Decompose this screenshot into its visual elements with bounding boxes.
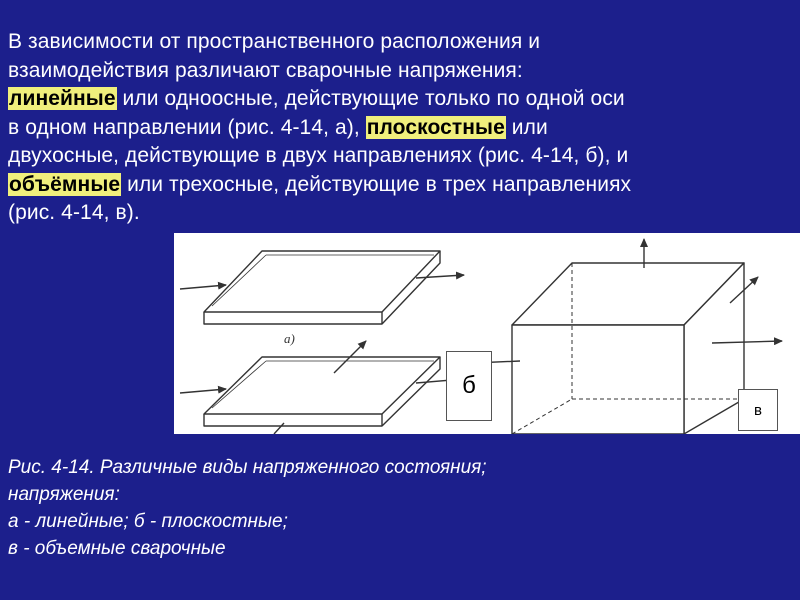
caption-line-1: Рис. 4-14. Различные виды напряженного состояния; [8, 457, 487, 478]
caption-line-3: а - линейные; б - плоскостные; [8, 511, 288, 532]
paragraph-line-6 [8, 171, 792, 200]
plate-planar-drawing [180, 341, 464, 434]
paragraph-line-6-rest: или трехосные, действующие в трех направлениях [121, 172, 632, 196]
paragraph-line-4-post: или [505, 115, 548, 139]
caption-line-2: напряжения: [8, 484, 120, 505]
cube-drawing [474, 239, 782, 434]
paragraph-line-4 [8, 114, 792, 143]
paragraph-line-4-pre: в одном направлении (рис. 4-14, а), [8, 115, 366, 139]
figure-label-b: б [446, 351, 492, 421]
caption-line-4: в - объемные сварочные [8, 538, 226, 559]
plate-linear-drawing [180, 251, 464, 324]
figure-label-v: в [738, 389, 778, 431]
paragraph-line-3-rest: или одноосные, действующие только по одной оси [116, 87, 625, 110]
scan-label-a: а) [284, 331, 295, 346]
highlight-planar: плоскостные [366, 115, 505, 139]
paragraph-line-7: (рис. 4-14, в). [8, 201, 140, 224]
figure-caption [8, 454, 792, 562]
paragraph-line-3 [8, 85, 792, 114]
paragraph-line-1: В зависимости от пространственного расположения и [8, 30, 541, 53]
intro-paragraph [8, 28, 792, 228]
paragraph-line-5: двухосные, действующие в двух направлениях (рис. 4-14, б), и [8, 144, 629, 167]
paragraph-line-2: взаимодействия различают сварочные напряжения: [8, 58, 523, 82]
highlight-volumetric: объёмные [9, 172, 121, 196]
highlight-linear: линейные [9, 87, 116, 110]
